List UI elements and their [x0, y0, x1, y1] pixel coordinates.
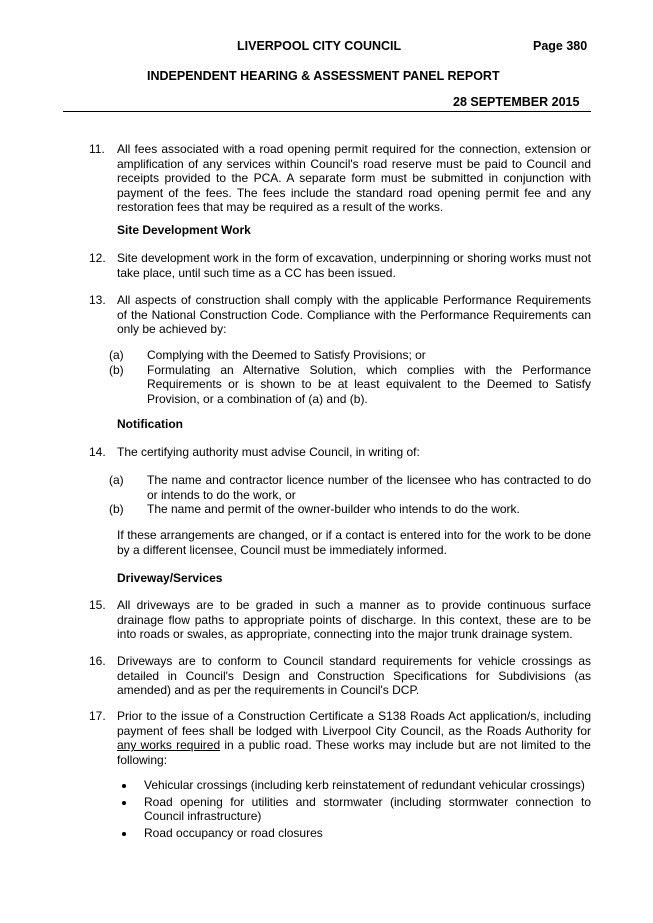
option-label: (a) [109, 348, 124, 362]
condition-13-number: 13. [89, 293, 106, 307]
subheading-driveway-services: Driveway/Services [117, 571, 223, 585]
condition-17-text-start: Prior to the issue of a Construction Certificate a S138 Roads Act application/s, including payment of fees shall be lodged with Liverpool City Council, as the Roads Authority for [117, 709, 591, 738]
condition-11-text: All fees associated with a road opening permit required for the connection, extension or amplification of any services within Council's road reserve must be paid to Council and receipts provided to the PCA. A separate form must be submitted in conjunction with payment of the fees. The fees include the standard road opening permit fee and any restoration fees that may be required as a result of the works. [117, 142, 591, 215]
condition-17-text-end: in a public road. These works may include but are not limited to the following: [117, 738, 591, 767]
condition-17-number: 17. [89, 709, 106, 723]
condition-17-bullet-list [144, 778, 591, 840]
bullet-text: Road occupancy or road closures [144, 825, 323, 840]
condition-14-options [109, 473, 591, 517]
condition-13-option-b [109, 362, 591, 407]
bullet-dot [122, 801, 126, 805]
option-label: (a) [109, 473, 124, 487]
bullet-dot [122, 832, 126, 836]
bullet-text: Vehicular crossings (including kerb reinstatement of redundant vehicular crossings) [144, 778, 585, 792]
header-report-title: INDEPENDENT HEARING & ASSESSMENT PANEL REPORT [147, 69, 500, 83]
option-text: The name and contractor licence number of the licensee who has contracted to do or intends to do the work, or [147, 473, 591, 502]
option-label: (b) [109, 362, 124, 377]
condition-16-text: Driveways are to conform to Council standard requirements for vehicle crossings as detailed in Council's Design and Construction Specifications for Subdivisions (as amended) and as per the requirements in Council's DCP. [117, 654, 591, 698]
condition-17-text [117, 709, 591, 767]
bullet-item [144, 778, 591, 793]
bullet-dot [122, 784, 126, 788]
condition-13-text: All aspects of construction shall comply with the applicable Performance Requirements of the National Construction Code. Compliance with the Performance Requirements can only be achieved by: [117, 293, 591, 337]
condition-13-options [109, 348, 591, 406]
condition-14-option-a [109, 473, 591, 502]
condition-12-number: 12. [89, 251, 106, 265]
condition-14-text: The certifying authority must advise Council, in writing of: [117, 445, 420, 459]
condition-13-option-a [109, 348, 591, 363]
bullet-item [144, 826, 591, 841]
condition-14-number: 14. [89, 445, 106, 459]
condition-16-number: 16. [89, 654, 106, 668]
option-text: The name and permit of the owner-builder who intends to do the work. [147, 502, 520, 517]
condition-14-option-b [109, 502, 591, 517]
header-date: 28 SEPTEMBER 2015 [453, 95, 580, 109]
option-text: Formulating an Alternative Solution, which complies with the Performance Requirements or is shown to be at least equivalent to the Deemed to Satisfy Provision, or a combination of (a) and (b). [147, 362, 591, 406]
condition-17-underlined-phrase: any works required [117, 738, 221, 753]
condition-14-followup: If these arrangements are changed, or if a contact is entered into for the work to be done by a different licensee, Council must be immediately informed. [117, 528, 591, 557]
condition-11-number: 11. [89, 142, 105, 156]
option-text: Complying with the Deemed to Satisfy Provisions; or [147, 348, 426, 362]
bullet-text: Road opening for utilities and stormwater (including stormwater connection to Council infrastructure) [144, 794, 591, 824]
header-rule [63, 111, 591, 112]
header-council-name: LIVERPOOL CITY COUNCIL [237, 39, 402, 53]
subheading-site-development: Site Development Work [117, 223, 251, 237]
header-page-number: Page 380 [533, 39, 588, 53]
subheading-notification: Notification [117, 417, 183, 431]
option-label: (b) [109, 502, 124, 517]
condition-15-number: 15. [89, 598, 106, 612]
condition-15-text: All driveways are to be graded in such a manner as to provide continuous surface drainage flow paths to appropriate points of discharge. In this context, these are to be into roads or swales, as appropriate, connecting into the major trunk drainage system. [117, 598, 591, 642]
bullet-item [144, 795, 591, 824]
condition-12-text: Site development work in the form of excavation, underpinning or shoring works must not take place, until such time as a CC has been issued. [117, 251, 591, 280]
